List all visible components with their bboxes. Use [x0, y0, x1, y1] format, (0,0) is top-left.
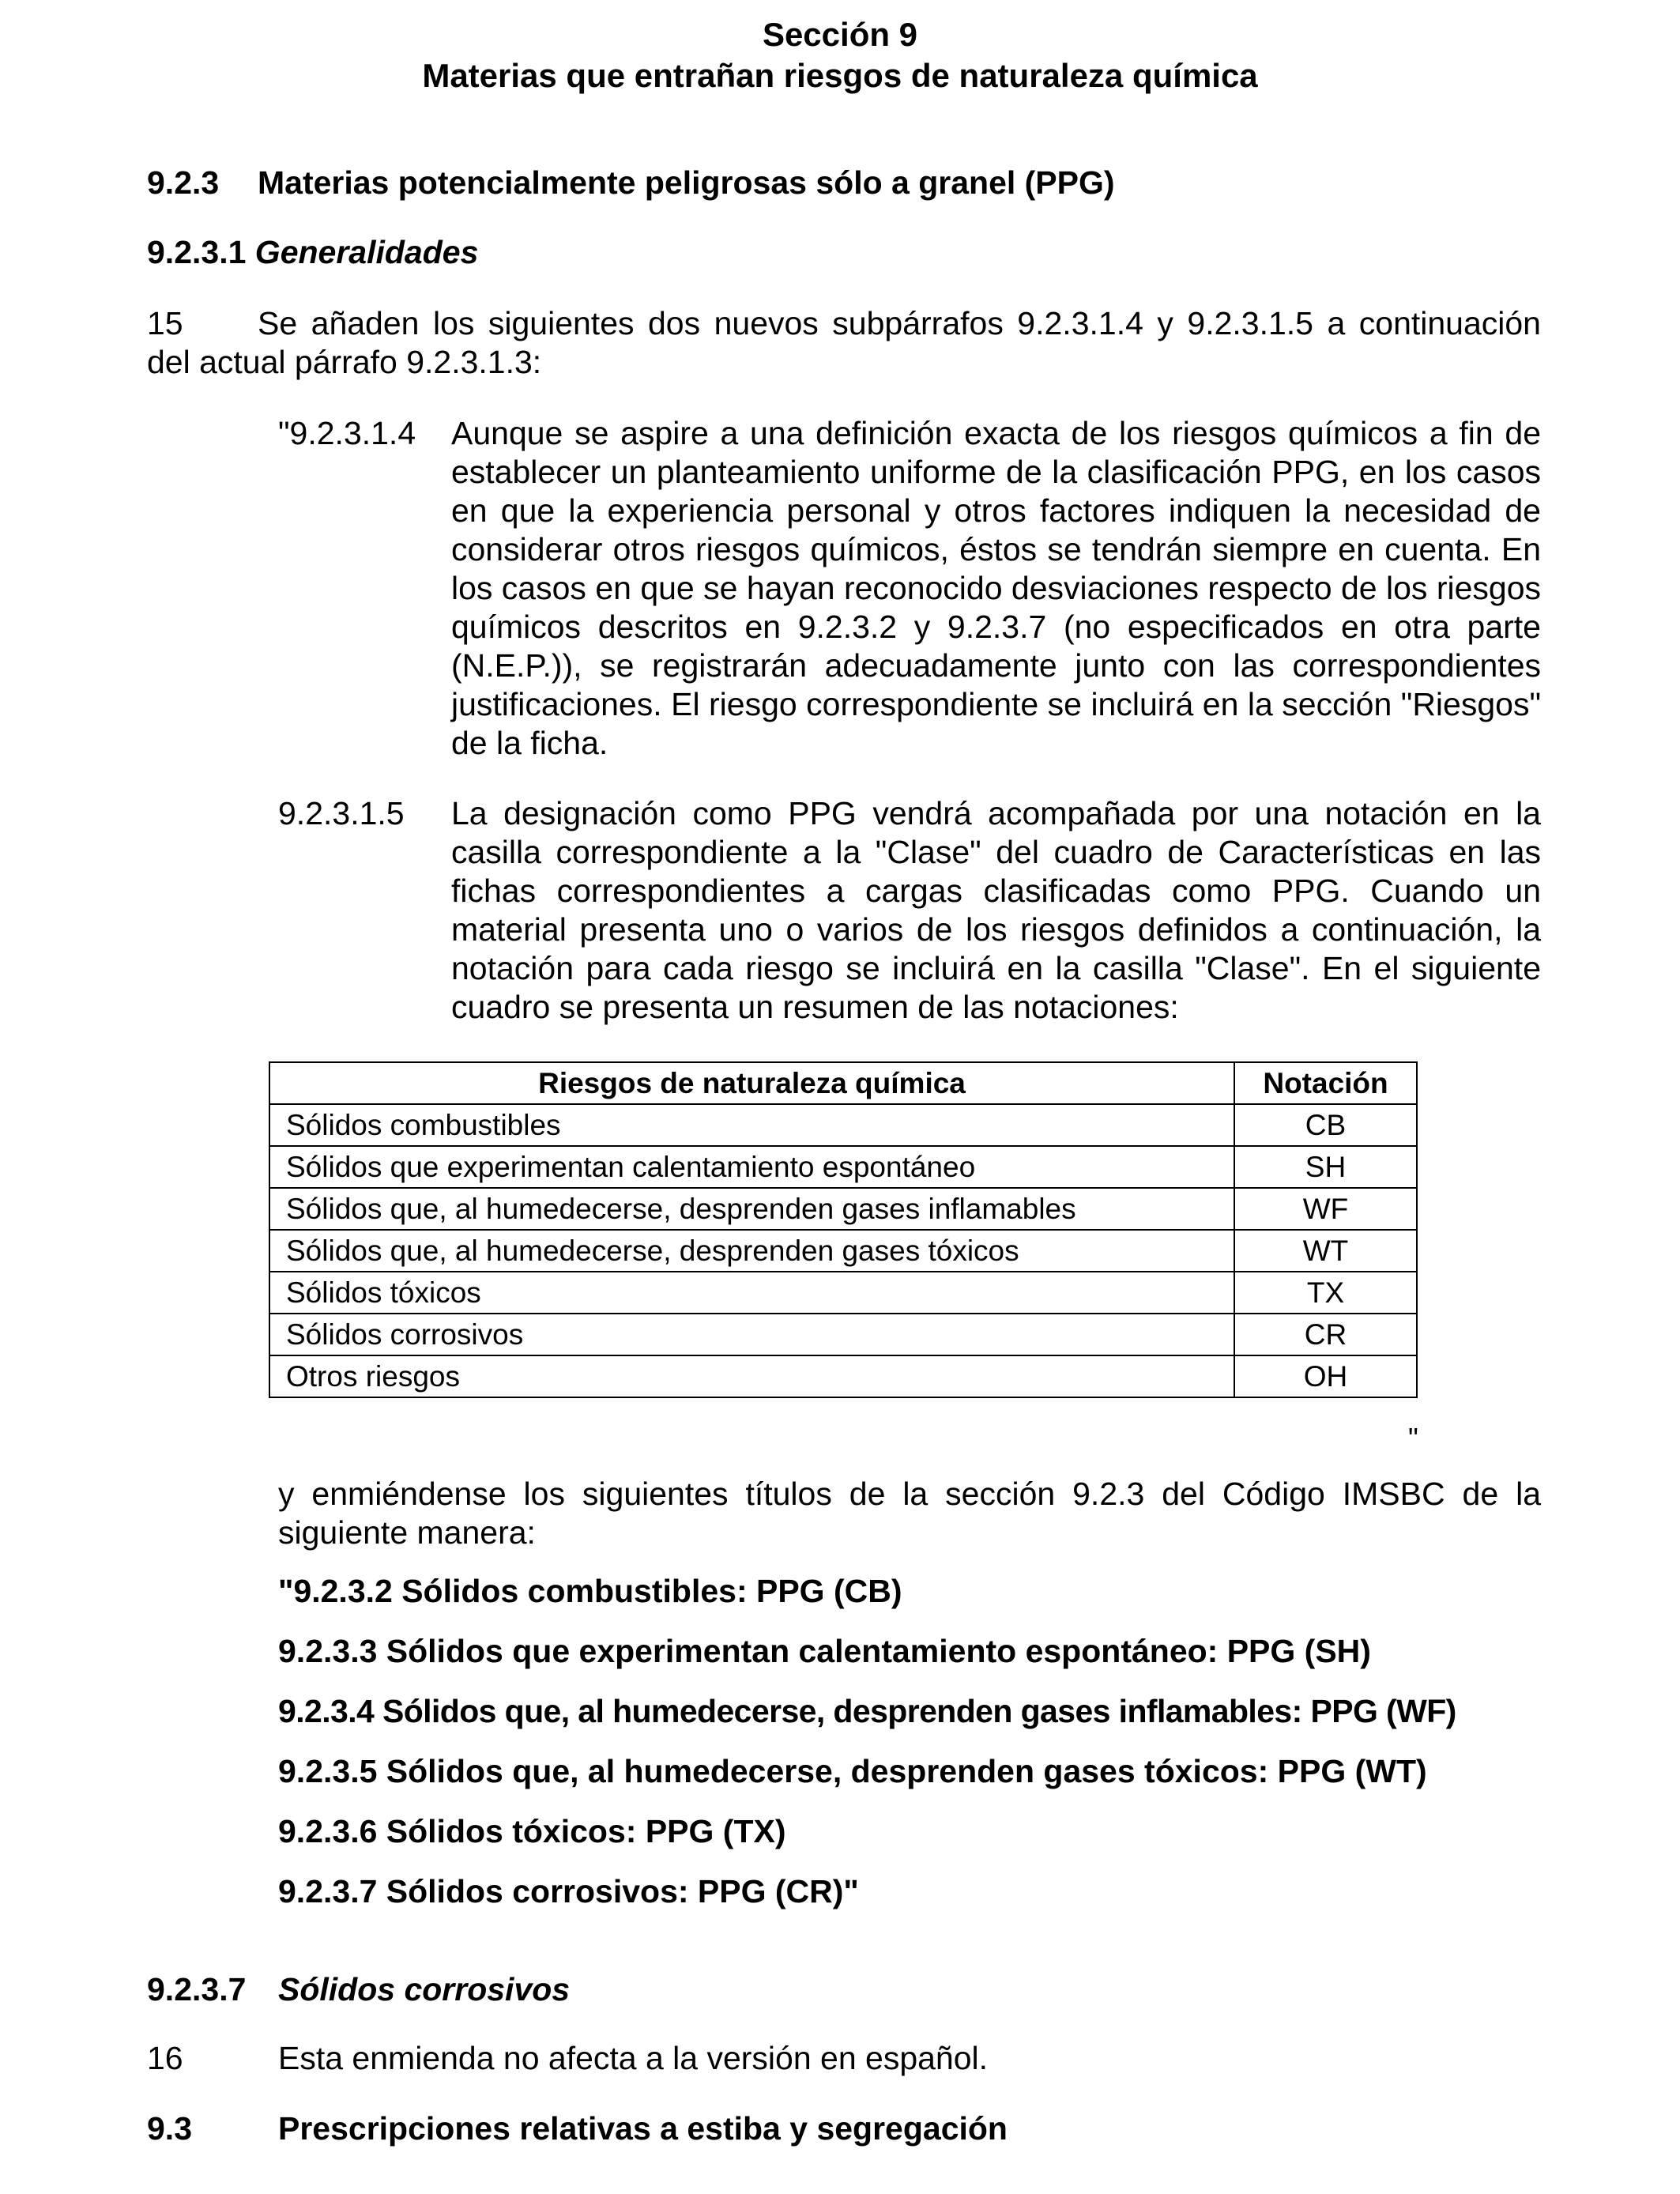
sub-92314-text: Aunque se aspire a una definición exacta de los riesgos químicos a fin de establecer un planteamiento uniforme de la clasificación PPG, en los casos en que la experiencia personal y otros factores indiquen la necesidad de considerar otros riesgos químicos, éstos se tendrán siempre en cuenta. En los casos en que se hayan reconocido desviaciones respecto de los riesgos químicos descritos en 9.2.3.2 y 9.2.3.7 (no especificados en otra parte (N.E.P.)), se registrarán adecuadamente junto con las correspondientes justificaciones. El riesgo correspondiente se incluirá en la sección "Riesgos" de la ficha. — [451, 415, 1541, 761]
para15-line2: del actual párrafo 9.2.3.1.3: — [147, 344, 542, 380]
heading-9237-number: 9.2.3.7 — [147, 1971, 247, 2007]
para16-number: 16 — [147, 2040, 183, 2076]
notation-cell: SH — [1234, 1146, 1417, 1188]
heading-923-number: 9.2.3 — [147, 164, 220, 201]
title-9237: 9.2.3.7 Sólidos corrosivos: PPG (CR)" — [278, 1873, 859, 1909]
sub-92315-text: La designación como PPG vendrá acompañada por una notación en la casilla correspondiente a la "Clase" del cuadro de Características en las fichas correspondientes a cargas clasificadas como PPG. Cuando un material presenta uno o varios de los riesgos definidos a continuación, la notación para cada riesgo se incluirá en la casilla "Clase". En el siguiente cuadro se presenta un resumen de las notaciones: — [451, 795, 1541, 1025]
title-9234: 9.2.3.4 Sólidos que, al humedecerse, desprenden gases inflamables: PPG (WF) — [278, 1693, 1456, 1729]
notation-cell: WT — [1234, 1230, 1417, 1272]
title-9236: 9.2.3.6 Sólidos tóxicos: PPG (TX) — [278, 1813, 786, 1849]
heading-93-text: Prescripciones relativas a estiba y segregación — [278, 2110, 1008, 2147]
heading-9231 — [147, 234, 478, 271]
heading-9237-text: Sólidos corrosivos — [278, 1971, 571, 2007]
heading-93-number: 9.3 — [147, 2110, 192, 2147]
risk-cell: Otros riesgos — [269, 1355, 1234, 1397]
section-title: Materias que entrañan riesgos de naturaleza química — [422, 57, 1258, 94]
risk-cell: Sólidos corrosivos — [269, 1314, 1234, 1355]
para15-line1: Se añaden los siguientes dos nuevos subpárrafos 9.2.3.1.4 y 9.2.3.1.5 a continuación — [258, 305, 1541, 341]
notation-cell: WF — [1234, 1188, 1417, 1230]
risk-cell: Sólidos tóxicos — [269, 1272, 1234, 1314]
table-row — [269, 1314, 1417, 1355]
table-row — [269, 1272, 1417, 1314]
notation-cell: TX — [1234, 1272, 1417, 1314]
sub-92315-number: 9.2.3.1.5 — [278, 795, 405, 831]
title-9232: "9.2.3.2 Sólidos combustibles: PPG (CB) — [278, 1573, 902, 1609]
sub-92314-number: "9.2.3.1.4 — [278, 415, 416, 451]
para15-number: 15 — [147, 305, 183, 341]
risk-cell: Sólidos que, al humedecerse, desprenden gases inflamables — [269, 1188, 1234, 1230]
title-9233: 9.2.3.3 Sólidos que experimentan calentamiento espontáneo: PPG (SH) — [278, 1633, 1371, 1669]
closing-quote: " — [1408, 1422, 1418, 1454]
notation-cell: OH — [1234, 1355, 1417, 1397]
amend-text: y enmiéndense los siguientes títulos de la sección 9.2.3 del Código IMSBC de la siguiente manera: — [278, 1476, 1541, 1551]
risks-table — [269, 1061, 1418, 1398]
para16-text: Esta enmienda no afecta a la versión en español. — [278, 2040, 989, 2076]
section-number: Sección 9 — [762, 16, 918, 53]
risk-cell: Sólidos que experimentan calentamiento espontáneo — [269, 1146, 1234, 1188]
risk-cell: Sólidos combustibles — [269, 1104, 1234, 1146]
heading-9231-text: Generalidades — [254, 234, 479, 270]
table-header-risks: Riesgos de naturaleza química — [269, 1062, 1234, 1104]
title-9235: 9.2.3.5 Sólidos que, al humedecerse, desprenden gases tóxicos: PPG (WT) — [278, 1753, 1427, 1789]
notation-cell: CB — [1234, 1104, 1417, 1146]
table-row — [269, 1355, 1417, 1397]
table-header-row — [269, 1062, 1417, 1104]
heading-923-text: Materias potencialmente peligrosas sólo a granel (PPG) — [258, 164, 1115, 201]
table-header-notation: Notación — [1234, 1062, 1417, 1104]
notation-cell: CR — [1234, 1314, 1417, 1355]
risk-cell: Sólidos que, al humedecerse, desprenden gases tóxicos — [269, 1230, 1234, 1272]
table-row — [269, 1188, 1417, 1230]
table-row — [269, 1146, 1417, 1188]
heading-9231-number: 9.2.3.1 — [147, 234, 247, 270]
table-row — [269, 1104, 1417, 1146]
table-row — [269, 1230, 1417, 1272]
